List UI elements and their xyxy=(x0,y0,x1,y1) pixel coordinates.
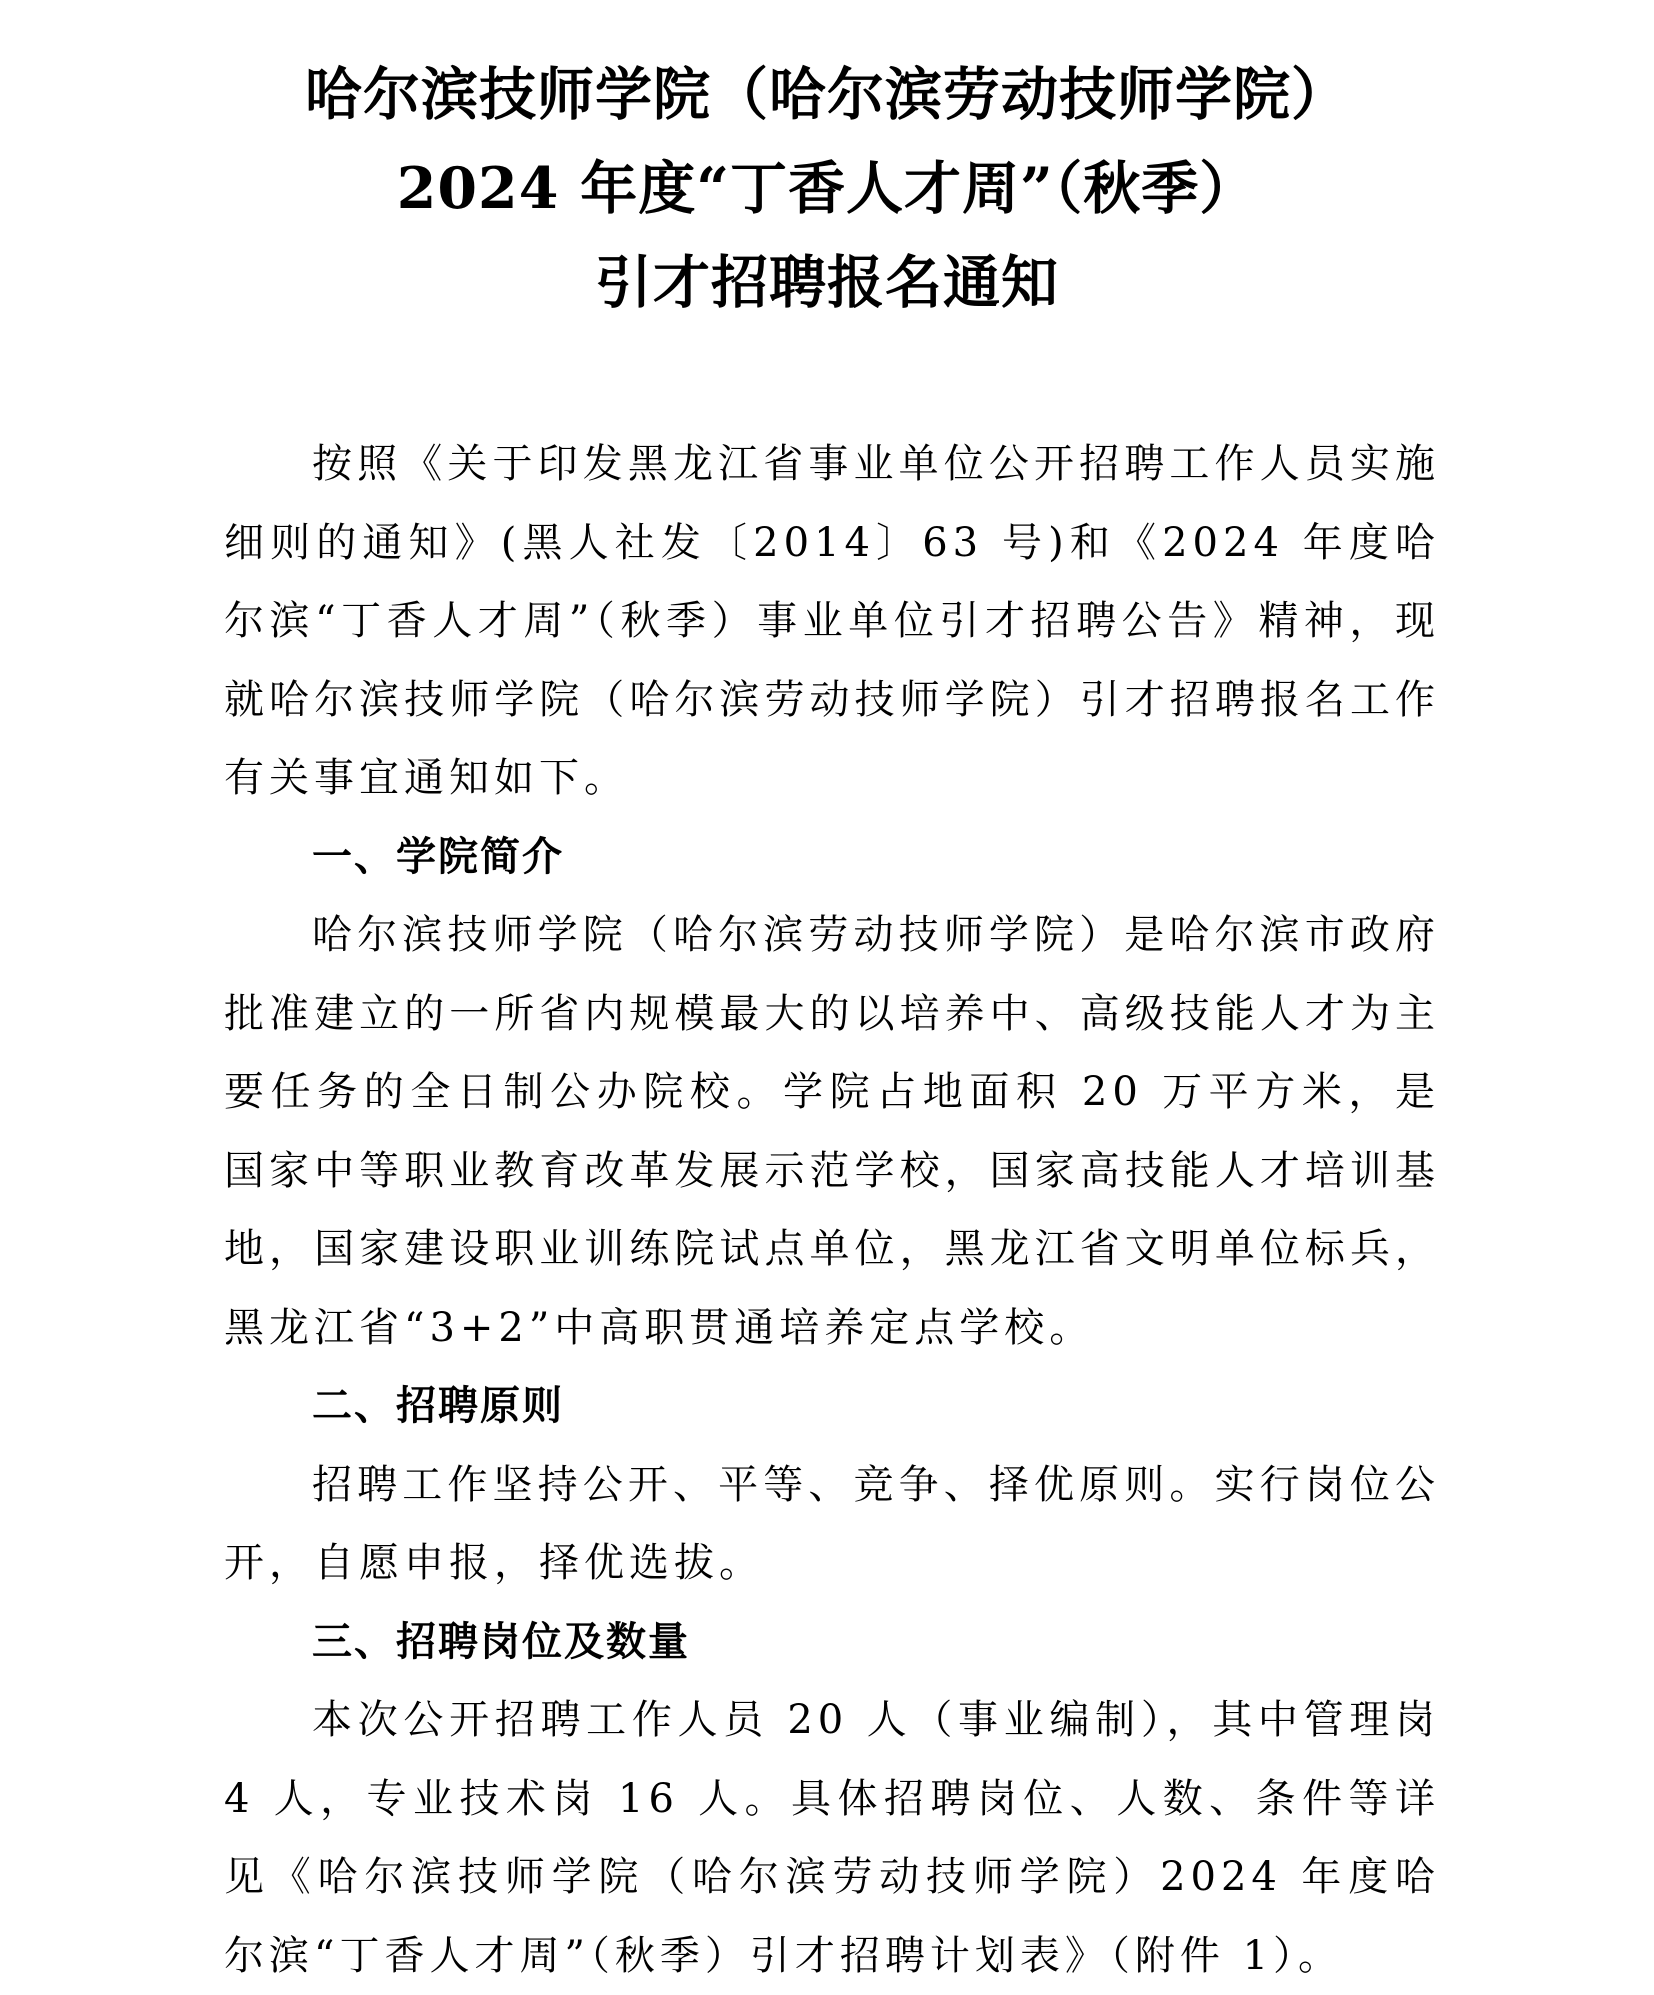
intro-paragraph: 按照《关于印发黑龙江省事业单位公开招聘工作人员实施细则的通知》(黑人社发〔2014〕63 号)和《2024 年度哈尔滨“丁香人才周”（秋季）事业单位引才招聘公告》精神，现就哈尔滨技师学院（哈尔滨劳动技师学院）引才招聘报名工作有关事宜通知如下。 xyxy=(224,441,1440,801)
section-body-positions: 本次公开招聘工作人员 20 人（事业编制），其中管理岗 4 人，专业技术岗 16 人。具体招聘岗位、人数、条件等详见《哈尔滨技师学院（哈尔滨劳动技师学院）2024 年度哈尔滨“丁香人才周”（秋季）引才招聘计划表》（附件 1）。 xyxy=(224,1697,1440,1979)
title-line-2: 2024 年度“丁香人才周”（秋季） xyxy=(396,155,1258,222)
document-title xyxy=(0,48,1654,330)
title-line-1: 哈尔滨技师学院（哈尔滨劳动技师学院） xyxy=(305,61,1349,128)
section-body-principles: 招聘工作坚持公开、平等、竞争、择优原则。实行岗位公开，自愿申报，择优选拔。 xyxy=(224,1461,1440,1586)
section-heading-principles: 二、招聘原则 xyxy=(312,1383,564,1429)
section-heading-positions: 三、招聘岗位及数量 xyxy=(312,1618,690,1665)
document-body xyxy=(224,425,1440,1995)
section-heading-intro: 一、学院简介 xyxy=(312,833,564,880)
title-line-3: 引才招聘报名通知 xyxy=(595,249,1059,316)
section-body-intro: 哈尔滨技师学院（哈尔滨劳动技师学院）是哈尔滨市政府批准建立的一所省内规模最大的以培养中、高级技能人才为主要任务的全日制公办院校。学院占地面积 20 万平方米，是国家中等职业教育改革发展示范学校，国家高技能人才培训基地，国家建设职业训练院试点单位，黑龙江省文明单位标兵，黑龙江省“3+2”中高职贯通培养定点学校。 xyxy=(224,912,1440,1351)
